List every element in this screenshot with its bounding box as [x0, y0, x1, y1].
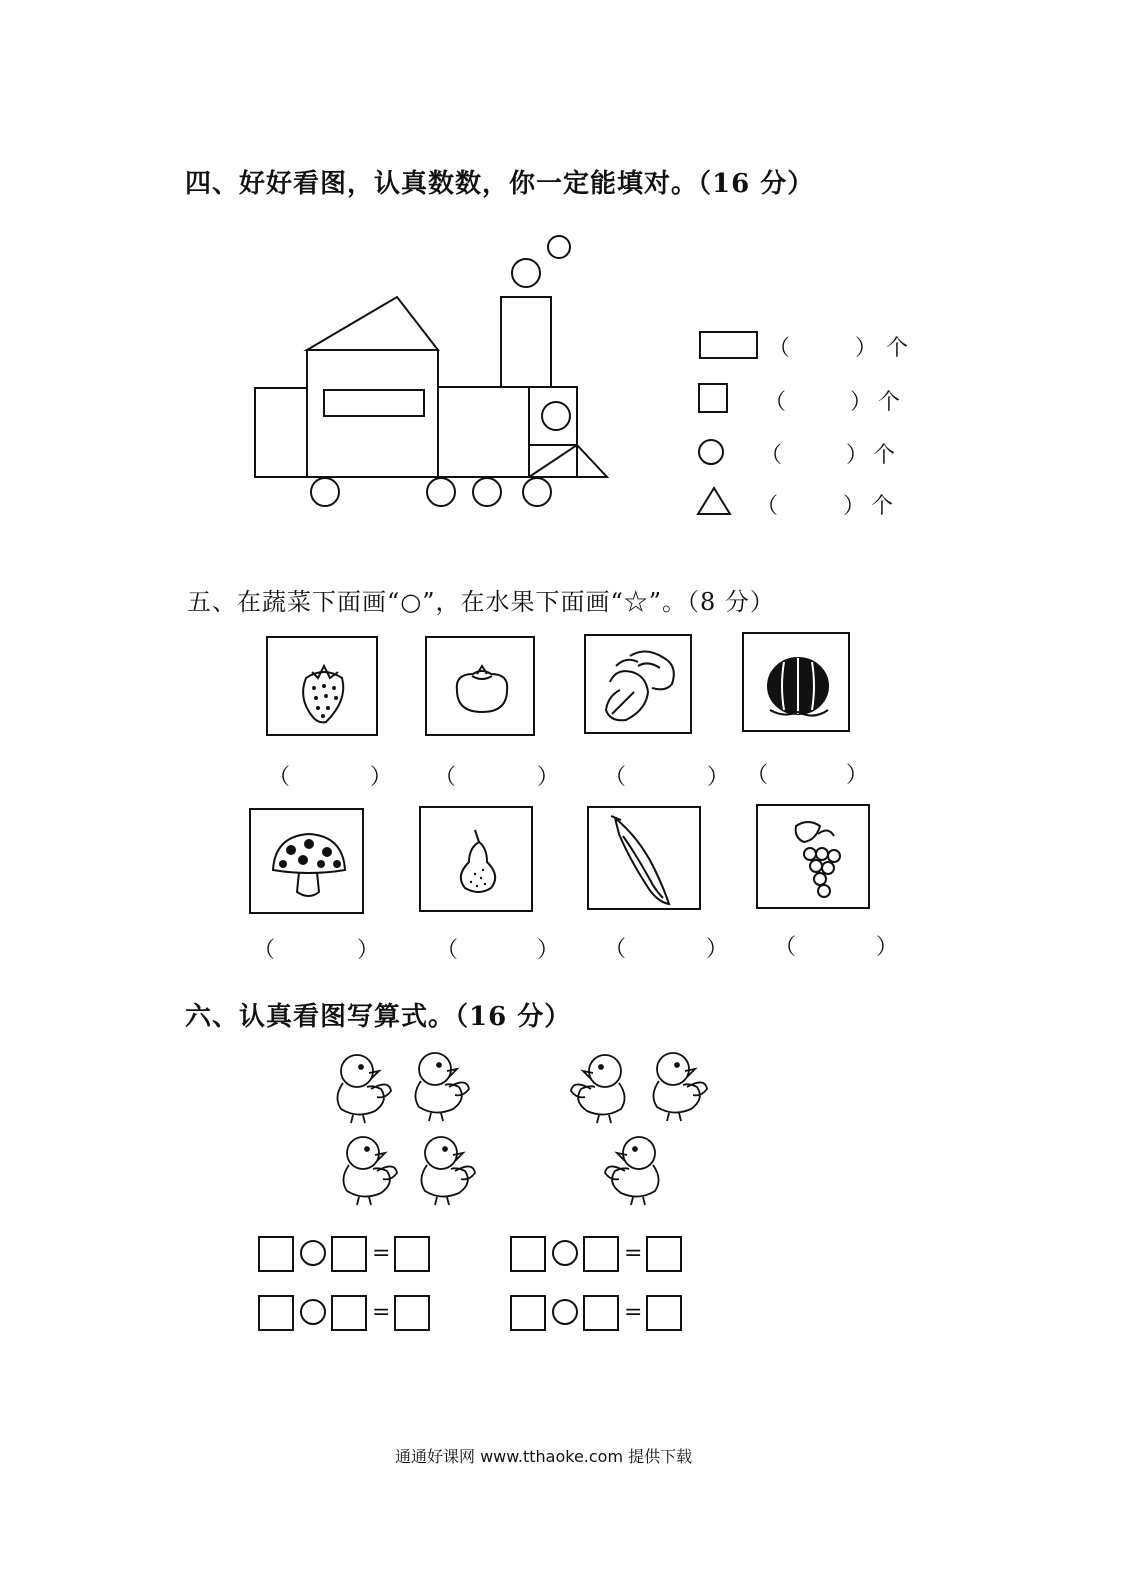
section-5-title: 五、在蔬菜下面画“○”，在水果下面画“☆”。（8 分） — [187, 588, 775, 616]
paren-close: ） — [706, 937, 729, 962]
chick-group-left — [325, 1045, 495, 1215]
picture-box-tomato — [425, 636, 535, 736]
answer-box[interactable] — [510, 1295, 546, 1331]
front-circle — [542, 402, 570, 430]
answer-box[interactable] — [510, 1236, 546, 1272]
chimney-rectangle — [501, 297, 551, 387]
pear-icon — [421, 808, 535, 914]
triangle-icon — [696, 486, 732, 518]
equation-row — [258, 1236, 438, 1276]
unit-label: 个 — [878, 390, 901, 415]
rectangle-icon — [699, 330, 759, 360]
equation-row — [258, 1295, 438, 1335]
smoke-circle-small — [548, 236, 570, 258]
section-6-title: 六、认真看图写算式。（16 分） — [185, 1002, 572, 1032]
paren-open: （ — [756, 494, 779, 519]
answer-box[interactable] — [394, 1236, 430, 1272]
picture-box-mushroom — [249, 808, 364, 914]
paren-open: （ — [268, 765, 291, 790]
paren-open: （ — [760, 443, 783, 468]
picture-box-pea-pod — [587, 806, 701, 910]
answer-box[interactable] — [583, 1236, 619, 1272]
cowcatcher-triangle — [529, 445, 607, 477]
operator-circle[interactable] — [300, 1299, 330, 1329]
cabin-rectangle — [307, 350, 438, 477]
wheel-circle-3 — [473, 478, 501, 506]
equals-sign: = — [624, 1300, 643, 1325]
section-4-title: 四、好好看图，认真数数，你一定能填对。（16 分） — [185, 169, 815, 199]
operator-circle[interactable] — [300, 1240, 330, 1270]
paren-close: ） — [707, 765, 730, 790]
answer-box[interactable] — [258, 1236, 294, 1272]
square-icon — [698, 383, 730, 415]
train-picture — [250, 230, 650, 530]
wheel-circle-4 — [523, 478, 551, 506]
equals-sign: = — [624, 1241, 643, 1266]
unit-label: 个 — [873, 443, 896, 468]
picture-box-watermelon — [742, 632, 850, 732]
strawberry-icon — [268, 638, 380, 738]
unit-label: 个 — [886, 336, 909, 361]
paren-open: （ — [768, 336, 791, 361]
pea-pod-icon — [589, 808, 703, 912]
wheel-circle-1 — [311, 478, 339, 506]
operator-circle[interactable] — [552, 1240, 582, 1270]
paren-close: ） — [537, 765, 560, 790]
paren-open: （ — [774, 935, 797, 960]
paren-open: （ — [746, 763, 769, 788]
paren-open: （ — [604, 765, 627, 790]
paren-open: （ — [434, 765, 457, 790]
mushroom-icon — [251, 810, 366, 916]
picture-box-pear — [419, 806, 533, 912]
answer-box[interactable] — [646, 1236, 682, 1272]
grapes-icon — [758, 806, 872, 911]
unit-label: 个 — [871, 494, 894, 519]
answer-box[interactable] — [331, 1295, 367, 1331]
answer-box[interactable] — [258, 1295, 294, 1331]
back-rectangle — [255, 388, 307, 477]
picture-box-grapes — [756, 804, 870, 909]
tomato-icon — [427, 638, 537, 738]
footer-text: 通通好课网 www.tthaoke.com 提供下载 — [395, 1447, 693, 1466]
equals-sign: = — [372, 1300, 391, 1325]
paren-open: （ — [436, 938, 459, 963]
body-rectangle — [438, 387, 529, 477]
window-rectangle — [324, 390, 424, 416]
equation-row — [510, 1295, 690, 1335]
paren-close: ） — [846, 443, 869, 468]
paren-close: ） — [370, 765, 393, 790]
paren-close: ） — [357, 938, 380, 963]
paren-close: ） — [846, 763, 869, 788]
paren-open: （ — [253, 938, 276, 963]
paren-close: ） — [850, 390, 873, 415]
paren-close: ） — [855, 336, 878, 361]
answer-box[interactable] — [646, 1295, 682, 1331]
answer-box[interactable] — [331, 1236, 367, 1272]
operator-circle[interactable] — [552, 1299, 582, 1329]
paren-open: （ — [604, 937, 627, 962]
paren-open: （ — [764, 390, 787, 415]
roof-triangle — [307, 297, 438, 350]
answer-box[interactable] — [394, 1295, 430, 1331]
paren-close: ） — [876, 935, 899, 960]
smoke-circle-large — [512, 259, 540, 287]
picture-box-strawberry — [266, 636, 378, 736]
paren-close: ） — [843, 494, 866, 519]
wheel-circle-2 — [427, 478, 455, 506]
equals-sign: = — [372, 1241, 391, 1266]
answer-box[interactable] — [583, 1295, 619, 1331]
cabbage-icon — [586, 636, 694, 736]
paren-close: ） — [537, 938, 560, 963]
circle-icon — [697, 438, 727, 468]
picture-box-cabbage — [584, 634, 692, 734]
watermelon-icon — [744, 634, 852, 734]
chick-group-right — [565, 1045, 735, 1215]
equation-row — [510, 1236, 690, 1276]
